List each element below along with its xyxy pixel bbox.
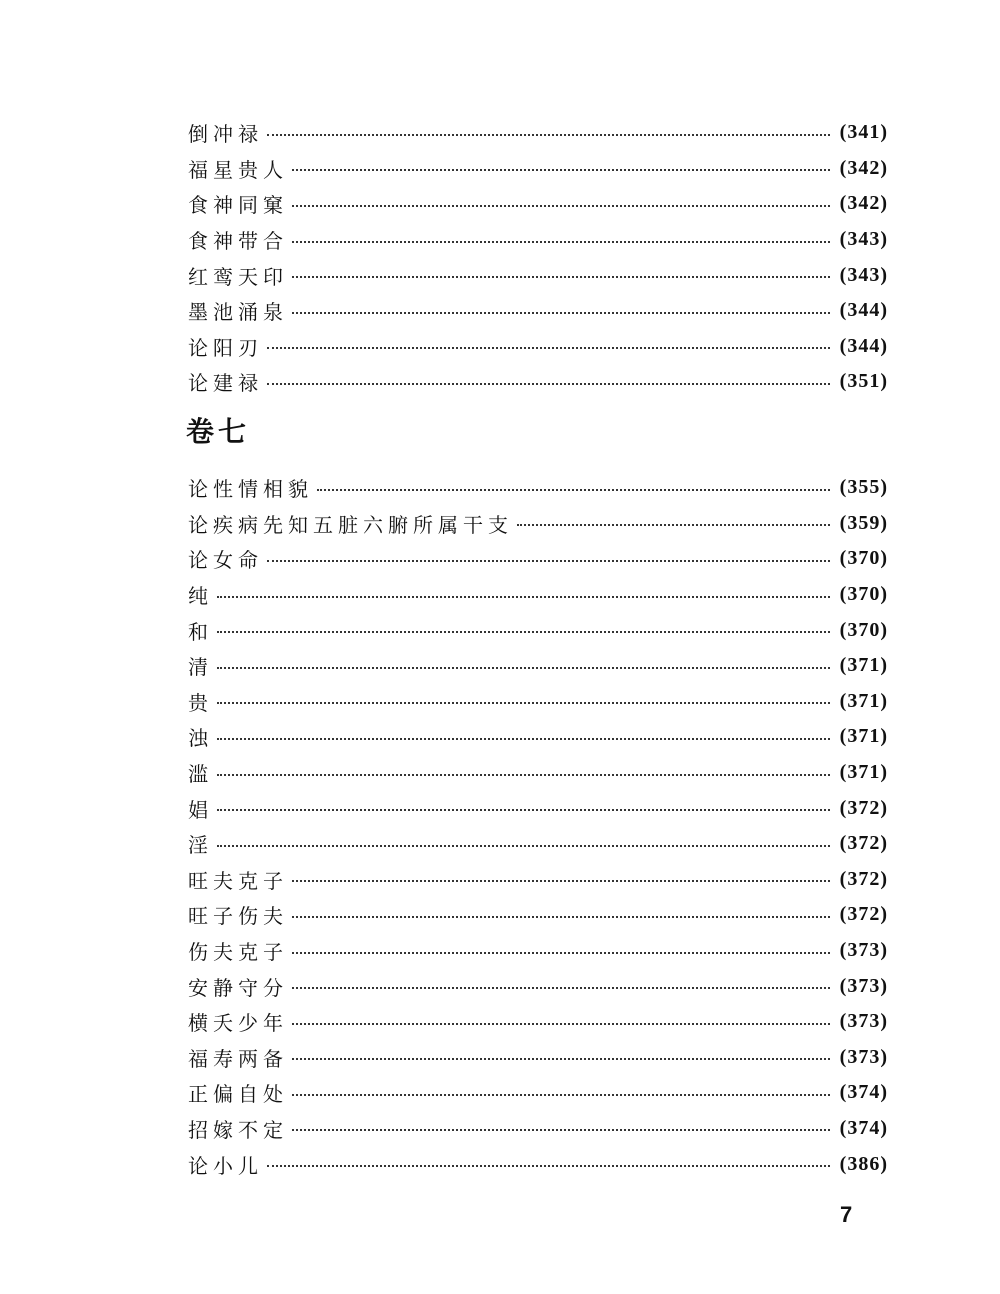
dot-leader bbox=[267, 1165, 830, 1167]
toc-entry bbox=[188, 577, 888, 613]
entry-page: (343) bbox=[839, 263, 888, 286]
toc-entry bbox=[188, 151, 888, 187]
entry-page: (355) bbox=[839, 476, 888, 499]
dot-leader bbox=[292, 169, 830, 171]
toc-entry bbox=[188, 364, 888, 400]
entry-page: (371) bbox=[839, 654, 888, 677]
toc-entry bbox=[188, 862, 888, 898]
entry-title: 旺夫克子 bbox=[188, 868, 288, 893]
toc-entry bbox=[188, 257, 888, 293]
entry-page: (342) bbox=[839, 156, 888, 179]
entry-title: 贵 bbox=[188, 690, 213, 715]
toc-entry bbox=[188, 684, 888, 720]
entry-title: 倒冲禄 bbox=[188, 122, 263, 147]
toc-entry bbox=[188, 506, 888, 542]
dot-leader bbox=[292, 987, 830, 989]
entry-title: 旺子伤夫 bbox=[188, 904, 288, 929]
entry-title: 娼 bbox=[188, 797, 213, 822]
dot-leader bbox=[292, 205, 830, 207]
entry-title: 清 bbox=[188, 655, 213, 680]
dot-leader bbox=[267, 134, 830, 136]
entry-title: 红鸾天印 bbox=[188, 264, 288, 289]
entry-title: 论阳刃 bbox=[188, 335, 263, 360]
entry-title: 纯 bbox=[188, 584, 213, 609]
entry-title: 伤夫克子 bbox=[188, 940, 288, 965]
entry-page: (373) bbox=[839, 974, 888, 997]
entry-title: 和 bbox=[188, 619, 213, 644]
toc-entry bbox=[188, 115, 888, 151]
entry-page: (371) bbox=[839, 725, 888, 748]
chapter-heading: 卷七 bbox=[186, 415, 251, 448]
toc-entry bbox=[188, 293, 888, 329]
toc-entry bbox=[188, 186, 888, 222]
dot-leader bbox=[217, 667, 830, 669]
dot-leader bbox=[217, 774, 830, 776]
dot-leader bbox=[267, 383, 830, 385]
entry-page: (344) bbox=[839, 334, 888, 357]
dot-leader bbox=[292, 276, 830, 278]
toc-section-2 bbox=[188, 470, 888, 1182]
dot-leader bbox=[292, 312, 830, 314]
entry-page: (374) bbox=[839, 1081, 888, 1104]
toc-entry bbox=[188, 222, 888, 258]
entry-title: 正偏自处 bbox=[188, 1082, 288, 1107]
toc-entry bbox=[188, 897, 888, 933]
entry-page: (373) bbox=[839, 1010, 888, 1033]
dot-leader bbox=[292, 952, 830, 954]
toc-entry bbox=[188, 329, 888, 365]
dot-leader bbox=[217, 631, 830, 633]
entry-title: 论女命 bbox=[188, 548, 263, 573]
toc-entry bbox=[188, 1075, 888, 1111]
dot-leader bbox=[217, 738, 830, 740]
toc-entry bbox=[188, 933, 888, 969]
dot-leader bbox=[217, 702, 830, 704]
dot-leader bbox=[217, 845, 830, 847]
entry-title: 福星贵人 bbox=[188, 157, 288, 182]
toc-entry bbox=[188, 612, 888, 648]
entry-title: 浊 bbox=[188, 726, 213, 751]
dot-leader bbox=[317, 489, 830, 491]
dot-leader bbox=[217, 809, 830, 811]
toc-entry bbox=[188, 719, 888, 755]
entry-title: 招嫁不定 bbox=[188, 1117, 288, 1142]
toc-entry bbox=[188, 1004, 888, 1040]
entry-page: (372) bbox=[839, 903, 888, 926]
toc-entry bbox=[188, 1040, 888, 1076]
entry-title: 论疾病先知五脏六腑所属干支 bbox=[188, 512, 513, 537]
toc-entry bbox=[188, 790, 888, 826]
entry-title: 滥 bbox=[188, 762, 213, 787]
toc-entry bbox=[188, 470, 888, 506]
toc-entry bbox=[188, 541, 888, 577]
toc-entry bbox=[188, 1111, 888, 1147]
entry-page: (371) bbox=[839, 689, 888, 712]
entry-page: (370) bbox=[839, 583, 888, 606]
entry-page: (372) bbox=[839, 796, 888, 819]
entry-page: (343) bbox=[839, 228, 888, 251]
toc-entry bbox=[188, 755, 888, 791]
toc-entry bbox=[188, 1146, 888, 1182]
entry-page: (372) bbox=[839, 832, 888, 855]
dot-leader bbox=[292, 880, 830, 882]
dot-leader bbox=[217, 596, 830, 598]
entry-page: (386) bbox=[839, 1152, 888, 1175]
entry-page: (344) bbox=[839, 299, 888, 322]
entry-page: (370) bbox=[839, 547, 888, 570]
toc-entry bbox=[188, 968, 888, 1004]
entry-title: 福寿两备 bbox=[188, 1046, 288, 1071]
entry-title: 食神带合 bbox=[188, 229, 288, 254]
dot-leader bbox=[292, 1058, 830, 1060]
dot-leader bbox=[292, 1023, 830, 1025]
dot-leader bbox=[292, 1094, 830, 1096]
entry-title: 横夭少年 bbox=[188, 1011, 288, 1036]
entry-title: 食神同窠 bbox=[188, 193, 288, 218]
entry-title: 论建禄 bbox=[188, 371, 263, 396]
entry-page: (370) bbox=[839, 618, 888, 641]
toc-entry bbox=[188, 826, 888, 862]
toc-entry bbox=[188, 648, 888, 684]
entry-page: (374) bbox=[839, 1116, 888, 1139]
dot-leader bbox=[267, 347, 830, 349]
dot-leader bbox=[517, 524, 830, 526]
dot-leader bbox=[267, 560, 830, 562]
entry-page: (341) bbox=[839, 121, 888, 144]
entry-title: 论小儿 bbox=[188, 1153, 263, 1178]
page-number: 7 bbox=[840, 1202, 853, 1227]
entry-title: 论性情相貌 bbox=[188, 477, 313, 502]
entry-title: 安静守分 bbox=[188, 975, 288, 1000]
entry-page: (371) bbox=[839, 761, 888, 784]
entry-page: (359) bbox=[839, 511, 888, 534]
dot-leader bbox=[292, 241, 830, 243]
entry-page: (351) bbox=[839, 370, 888, 393]
entry-title: 墨池涌泉 bbox=[188, 300, 288, 325]
dot-leader bbox=[292, 916, 830, 918]
toc-section-1 bbox=[188, 115, 888, 400]
entry-title: 淫 bbox=[188, 833, 213, 858]
dot-leader bbox=[292, 1129, 830, 1131]
entry-page: (342) bbox=[839, 192, 888, 215]
entry-page: (373) bbox=[839, 939, 888, 962]
entry-page: (372) bbox=[839, 867, 888, 890]
entry-page: (373) bbox=[839, 1045, 888, 1068]
